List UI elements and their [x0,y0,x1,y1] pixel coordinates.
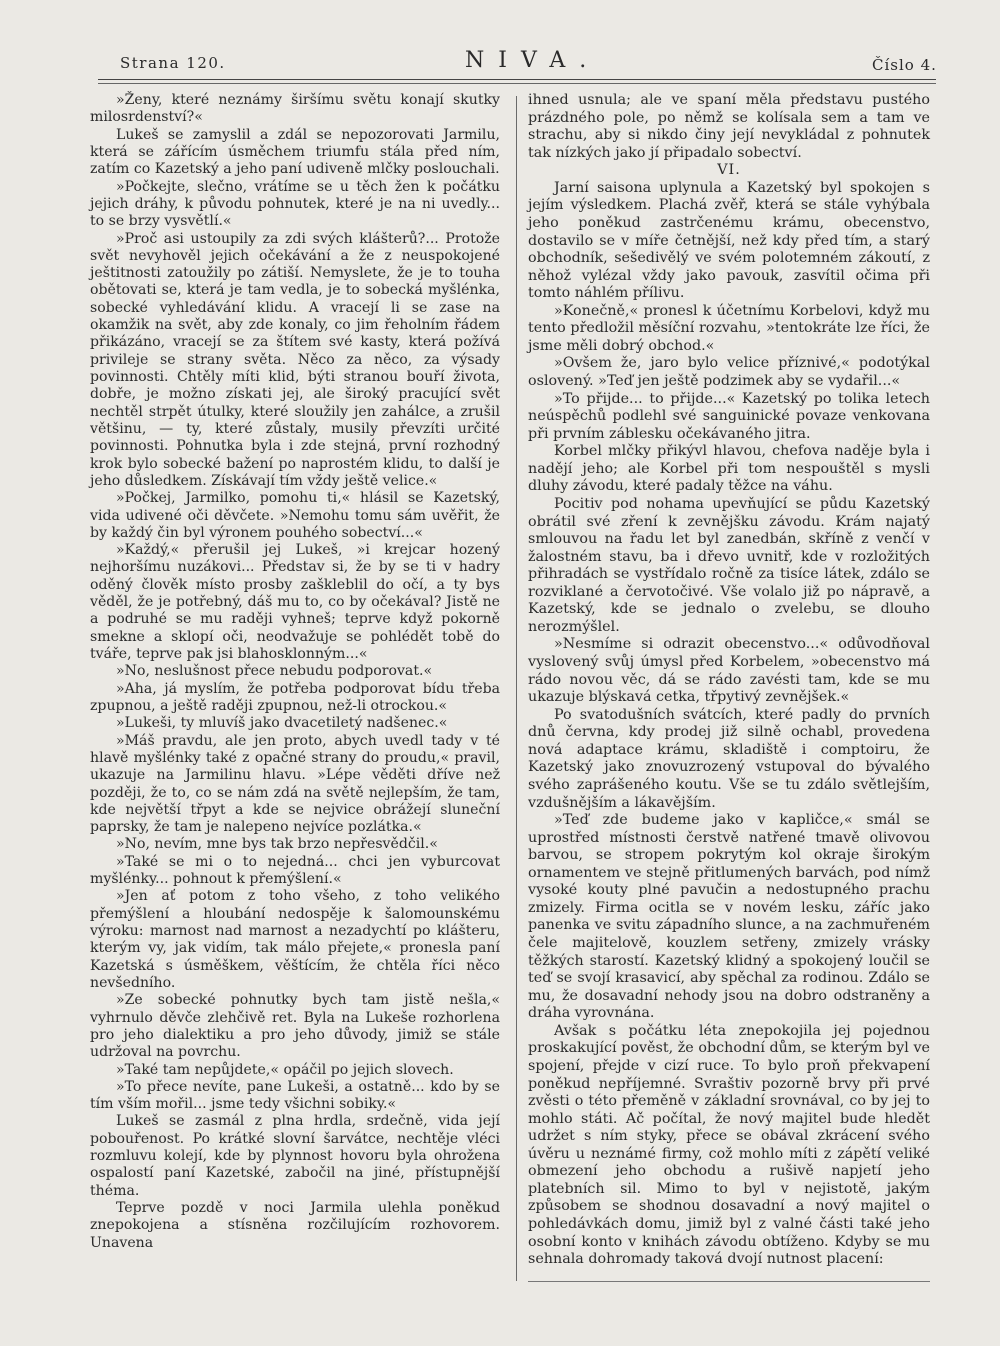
paragraph: »Počkejte, slečno, vrátíme se u těch žen k počátku jejich dráhy, k původu pohnutek, které je na ni uvedly... to se brzy vysvětlí.« [90,178,500,230]
paragraph: Po svatodušních svátcích, které padly do prvních dnů června, kdy prodej již silně ochabl, provedena nová adaptace krámu, skladiště i comptoiru, že Kazetský jako znovuzrozený vstupoval do bývalého svého zaprášeného koutu. Vše se tu zdálo světlejším, vzdušnějším a lákavějším. [528,706,930,811]
left-column [90,92,500,1252]
publication-title: NIVA. [465,48,601,73]
paragraph: »Proč asi ustoupily za zdi svých klášterů?... Protože svět nevyhověl jejich očekávání a že z neuspokojené ještitnosti zatoužily po zátiší. Nemyslete, že je to touha obětovati se, která je tam vedla, je to sobecká myšlénka, sobecké vyhledávání klidu. A vracejí li se zase na okamžik na svět, aby zde konaly, co jim řeholním řádem přikázáno, vracejí se za štítem své kasty, která požívá privileje se strany světa. Něco za něco, za výsady povinnosti. Chtěly míti klid, býti stranou bouří života, dobře, je možno získati jej, ale široký pracující svět nechtěl strpět útulky, které sloužily jen zahálce, a zrušil většinu, — ty, které zůstaly, musily převzíti určité povinnosti. Pohnutka byla i zde stejná, první rozhodný krok bylo sobecké bažení po naprostém klidu, to další je jeho důsledkem. Získávají tím vždy ještě velice.« [90,230,500,489]
paragraph: »Konečně,« pronesl k účetnímu Korbelovi, když mu tento předložil měsíční rozvahu, »tentokráte lze říci, že jsme měli dobrý obchod.« [528,302,930,354]
paragraph: Avšak s počátku léta znepokojila jej pojednou proskakující pověst, že obchodní dům, se kterým byl ve spojení, přejde v cizí ruce. To bylo proň překvapení poněkud nepříjemné. Svraštiv pozorně brvy při prvé zvěsti o této přeměně v základní srovnával, co by jej to mohlo státi. Ač počítal, že nový majitel bude hledět udržet s ním styky, přece se obával zkrácení svého úvěru u neznámé firmy, což mohlo míti z zápětí veliké obmezení jeho obchodu a rušivě napjetí jeho platebních sil. Mimo to byl v nejistotě, jakým způsobem se shodnou dosavadní a nový majitel o pohledávkách domu, jimiž byl z valné části také jeho osobní konto v knihách závodu obtíženo. Kdyby se mu sehnala dohromady taková dvojí nutnost placení: [528,1022,930,1268]
paragraph: ihned usnula; ale ve spaní měla představu pustého prázdného pole, po němž se kolísala sem a tam ve strachu, aby si nikdo činy její nevykládal z pohnutek tak nízkých jako jí připadalo sobectví. [528,92,930,161]
right-column [528,92,930,1269]
paragraph: »Nesmíme si odrazit obecenstvo...« odůvodňoval vyslovený svůj úmysl před Korbelem, »obecenstvo má rádo novou věc, dá se rádo zavésti tam, kde se mu ukazuje blýskavá cetka, třpytivý zevnějšek.« [528,636,930,706]
paragraph: Lukeš se zamyslil a zdál se nepozorovati Jarmilu, která se zářícím úsměchem triumfu stála před ním, zatím co Kazetský a jeho paní udiveně mlčky poslouchali. [90,126,500,178]
column-divider [516,96,517,1281]
paragraph: »To přijde... to přijde...« Kazetský po tolika letech neúspěchů podlehl své sanguinické povaze venkovana při prvním záblesku očekávaného jitra. [528,390,930,442]
issue-number: Číslo 4. [872,56,937,74]
paragraph: »Také tam nepůjdete,« opáčil po jejich slovech. [116,1061,454,1078]
paragraph: »No, nevím, mne bys tak brzo nepřesvědčil.« [116,836,438,853]
paragraph: »Aha, já myslím, že potřeba podporovat bídu třeba zpupnou, a ještě raději zpupnou, než-li otrockou.« [90,680,500,714]
paragraph: »Máš pravdu, ale jen proto, abych uvedl tady v té hlavě myšlénky také z opačné strany do proudu,« pravil, ukazuje na Jarmilinu hlavu. »Lépe věděti dříve než později, že to, co se nám zdá na světě nejlepším, že tam, kde největší třpyt a kde se nejvice obrážejí sluneční paprsky, že tam je nalepeno nejvíce pozlátka.« [90,732,500,836]
paragraph: »Lukeši, ty mluvíš jako dvacetiletý nadšenec.« [116,715,448,732]
paragraph: »Počkej, Jarmilko, pomohu ti,« hlásil se Kazetský, vida udivené oči děvčete. »Nemohu tomu sám uvěřit, že by každý čin byl výronem pouhého sobectví...« [90,490,500,541]
paragraph: Pocitiv pod nohama upevňující se půdu Kazetský obrátil své zření k zevnějšku závodu. Krám najatý smlouvou na řadu let byl zanedbán, skříně z venčí v žalostném stavu, ba i dřevo uvnitř, kde v rozložitých přihradách se vystřídalo ročně za tisíce látek, zdálo se rozviklané a červotočivé. Vše volalo již po nápravě, a Kazetský, kde se jednalo o zvelebu, se dlouho nerozmýšlel. [528,495,930,635]
page-number: Strana 120. [120,54,226,72]
paragraph: »Ženy, které neznámy širšímu světu konají skutky milosrdenství?« [90,92,500,126]
page-header [0,48,1000,78]
section-heading: VI. [717,162,741,179]
header-rule-thin [98,83,936,84]
paragraph: »Také se mi o to nejedná... chci jen vyburcovat myšlénky... pohnout k přemýšlení.« [90,853,500,888]
paragraph: »To přece nevíte, pane Lukeši, a ostatně... kdo by se tím vším mořil... jsme tedy všichni sobiky.« [90,1078,500,1113]
paragraph: »Teď zde budeme jako v kapličce,« smál se uprostřed místnosti čerstvě natřené tmavě olivovou barvou, se stropem pokrytým kol okraje širokým ornamentem ve stejně přitlumených barvách, pod nímž vysoké kouty plné pavučin a nedostupného prachu zmizely. Firma ocitla se v novém lesku, záříc jako panenka ve svitu západního slunce, a na zachmuřeném čele majitelově, kouzlem setřeny, zmizely vrásky těžkých starostí. Kazetský klidný a spokojený loučil se teď se svojí krasavicí, aby spěchal za rodinou. Zdálo se mu, že dosavadní nehody jsou na dobro odstraněny a dráha vyrovnána. [528,812,930,1022]
paragraph: »Jen ať potom z toho všeho, z toho velikého přemýšlení a hloubání nedospěje k šalomounskému výroku: marnost nad marnost a nezadychtí po klášteru, kterým vy, jak vidím, tak málo přejete,« pronesla paní Kazetská s úsměškem, věštícím, že chtěla říci něco nevšedního. [90,888,500,991]
paragraph: Korbel mlčky přikývl hlavou, chefova naděje byla i nadějí jeho; ale Korbel při tom nespouštěl s mysli dluhy závodu, které padaly těžce na váhu. [528,443,930,495]
paragraph: Teprve pozdě v noci Jarmila ulehla poněkud znepokojena a stísněna rozčilujícím rozhovorem. Unavena [90,1200,500,1251]
paragraph: »No, neslušnost přece nebudu podporovat.« [116,663,433,680]
paragraph: »Každý,« přerušil jej Lukeš, »i krejcar hozený nejhoršímu nuzákovi... Představ si, že by se ti v hadry oděný člověk místo prosby zaškleblil do očí, a ty bys věděl, že je potřebný, dáš mu to, co by očekával? Jistě ne a podruhé se mu raději vyhneš; teprve když pokorně smekne a sklopí oči, neodvažuje se pohlédět tobě do tváře, teprve pak jsi blahosklonným...« [90,542,500,662]
paragraph: »Ze sobecké pohnutky bych tam jistě nešla,« vyhrnulo děvče zlehčivě ret. Byla na Lukeše rozhorlena pro jeho dialektiku a pro jeho důvody, jimiž se stále udržoval na povrchu. [90,992,500,1061]
column-end-rule [528,1281,930,1282]
paragraph: Jarní saisona uplynula a Kazetský byl spokojen s jejím výsledkem. Plachá zvěř, která se stále vyhýbala jeho poněkud zastrčenému krámu, obecenstvo, dostavilo se v míře četnější, než kdy před tím, a starý obchodník, sešedivělý ve svém polotemném zákoutí, z něhož vylézal vždy jako pavouk, zasvítil očima při tomto náhlém přílivu. [528,179,930,302]
paragraph: Lukeš se zasmál z plna hrdla, srdečně, vida její pobouřenost. Po krátké slovní šarvátce, nechtěje vléci rozmluvu kolejí, kde by plynnost hovoru byla ohrožena ospalostí paní Kazetské, zabočil na jiné, přístupnější théma. [90,1113,500,1199]
header-rule [98,79,936,80]
paragraph: »Ovšem že, jaro bylo velice příznivé,« podotýkal oslovený. »Teď jen ještě podzimek aby se vydařil...« [528,355,930,389]
